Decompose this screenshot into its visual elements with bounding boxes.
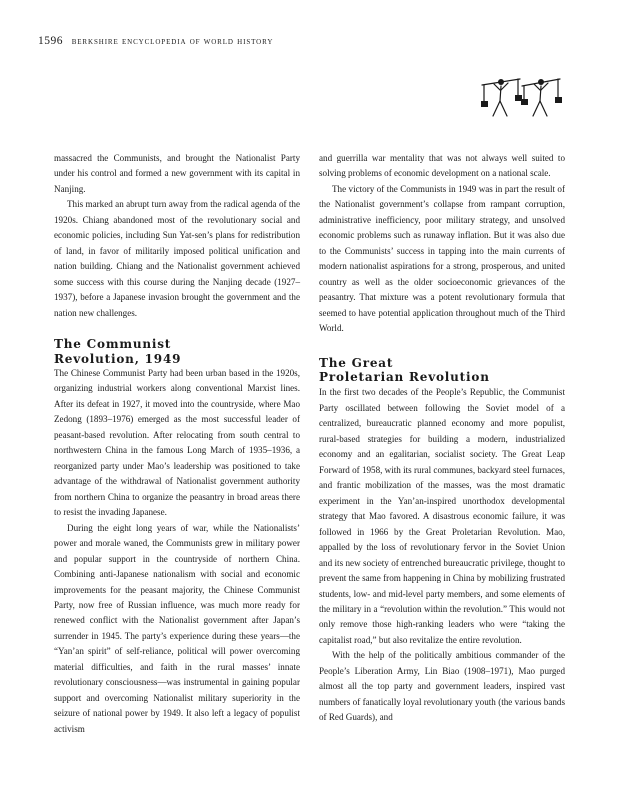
paragraph: and guerrilla war mentality that was not always well suited to solving problems of economic development on a national scale. — [319, 153, 565, 179]
paragraph: In the first two decades of the People’s Republic, the Communist Party oscillated between following the Soviet model of a centralized, bureaucratic planned economy and more populist, rural-based strategies for building a modern, industrialized economy and an egalitarian, socialist society. The Great Leap Forward of 1958, with its rural communes, backyard steel furnaces, and frantic mobilization of the masses, was the most dramatic experiment in the Yan’an-inspired unorthodox developmental strategy that Mao favored. A disastrous economic failure, it was followed in 1966 by the Great Proletarian Revolution. Mao, appalled by the loss of revolutionary fervor in the Soviet Union and its new society of entrenched bureaucratic privilege, thought to prevent the same from happening in China by mobilizing frustrated students, low- and mid-level party members, and some elements of the military in a “revolution within the revolution.” This would not only remove those high-ranking leaders who were “taking the capitalist road,” but also revitalize the entire revolution. — [319, 387, 565, 645]
paragraph: During the eight long years of war, while the Nationalists’ power and morale waned, the Communists grew in military power and popular support in the countryside of northern China. Combining anti-Japanese nationalism with social and economic improvements for the peasant majority, the Chinese Communist Party, now free of Russian influence, was much more ready for renewed conflict with the Nationalist government after Japan’s surrender in 1945. The party’s experience during these years—the “Yan’an spirit” of self-reliance, political will power overcoming material difficulties, and faith in the rural masses’ innate revolutionary consciousness—was instrumental in gaining popular support and overcoming Nationalist military superiority in the seizure of national power by 1949. It also left a legacy of populist activism — [54, 522, 300, 734]
paragraph: The Chinese Communist Party had been urban based in the 1920s, organizing industrial workers along conventional Marxist lines. After its defeat in 1927, it moved into the countryside, where Mao Zedong (1893–1976) emerged as the most successful leader of peasant-based revolution. After relocating from south central to northwestern China in the famous Long March of 1935–1936, a reorganized party under Mao’s leadership was positioned to take advantage of the withdrawal of Nationalist government authority from northern China to organize the peasantry in broad areas there to resist the invading Japanese. — [54, 367, 300, 518]
section-heading-great-proletarian-revolution — [319, 356, 565, 384]
water-carriers-icon — [480, 75, 562, 119]
heading-line: The Great — [319, 355, 394, 370]
section-heading-communist-revolution — [54, 337, 300, 365]
heading-line: The Communist — [54, 337, 172, 352]
right-column — [319, 151, 565, 726]
paragraph: With the help of the politically ambitious commander of the People’s Liberation Army, Lin Biao (1908–1971), Mao purged almost all the top party and government leaders, inspired vast numbers of fanatically loyal revolutionary youth (the various bands of Red Guards), and — [319, 650, 565, 723]
running-header — [38, 35, 578, 47]
water-carriers-illustration — [480, 75, 562, 119]
paragraph: massacred the Communists, and brought the Nationalist Party under his control and formed a new government with its capital in Nanjing. — [54, 153, 300, 194]
heading-line: Proletarian Revolution — [319, 370, 490, 385]
page-number: 1596 — [38, 35, 63, 47]
heading-line: Revolution, 1949 — [54, 351, 182, 366]
paragraph: This marked an abrupt turn away from the radical agenda of the 1920s. Chiang abandoned most of the revolutionary social and economic policies, including Sun Yat-sen’s plans for redistribution of land, in favor of militarily imposed political unification and nation building. Chiang and the Nationalist government achieved some success with this course during the Nanjing decade (1927–1937), before a Japanese invasion brought the government and the nation new challenges. — [54, 199, 300, 318]
paragraph: The victory of the Communists in 1949 was in part the result of the Nationalist government’s collapse from rampant corruption, administrative inefficiency, poor military strategy, and unsolved economic problems such as runaway inflation. But it was also due to the Communists’ success in tapping into the main currents of modern nationalist aspirations for a strong, prosperous, and united country as well as the older socioeconomic grievances of the peasantry. That mixture was a potent revolutionary formula that seemed to have potential application throughout much of the Third World. — [319, 183, 565, 334]
running-title: berkshire encyclopedia of world history — [71, 37, 274, 47]
left-column — [54, 151, 300, 737]
